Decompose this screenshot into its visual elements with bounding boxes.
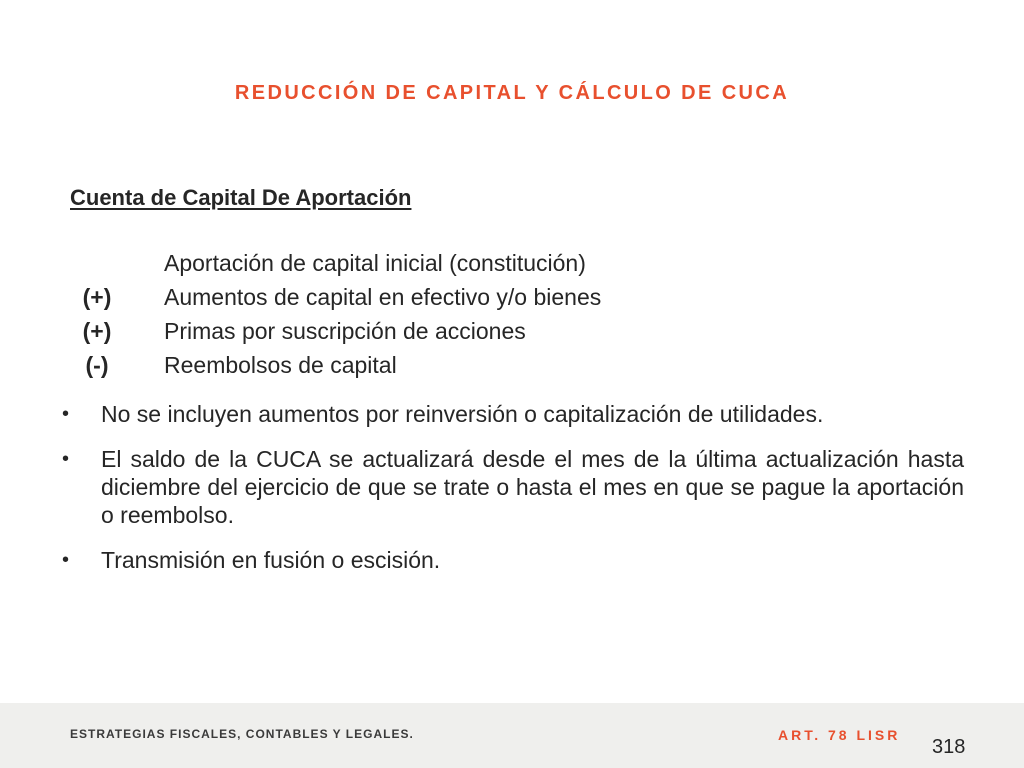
ledger-row [72, 248, 772, 282]
slide-title: REDUCCIÓN DE CAPITAL Y CÁLCULO DE CUCA [234, 82, 790, 104]
ledger-row [72, 350, 772, 384]
bullet-text: El saldo de la CUCA se actualizará desde el mes de la última actualización hasta diciembre del ejercicio de que se trate o hasta el mes en que se pague la aportación o reembolso. [101, 446, 964, 528]
section-heading: Cuenta de Capital De Aportación [70, 185, 412, 210]
page-number: 318 [932, 736, 966, 758]
bullet-text: Transmisión en fusión o escisión. [101, 547, 441, 573]
bullet-item [62, 546, 964, 574]
ledger-text: Aumentos de capital en efectivo y/o bienes [164, 284, 602, 310]
bullet-icon: • [62, 448, 70, 470]
footer-article-reference: ART. 78 LISR [778, 727, 901, 743]
bullet-item [62, 400, 964, 428]
ledger-text: Reembolsos de capital [164, 352, 397, 378]
bullet-text: No se incluyen aumentos por reinversión o capitalización de utilidades. [101, 401, 824, 427]
ledger-sign: (+) [82, 284, 112, 310]
bullet-list [62, 400, 964, 591]
bullet-icon: • [62, 403, 70, 425]
capital-account-list [72, 248, 772, 384]
ledger-row [72, 316, 772, 350]
footer-bar [0, 703, 1024, 768]
ledger-row [72, 282, 772, 316]
ledger-text: Aportación de capital inicial (constitución) [164, 250, 586, 276]
ledger-sign: (+) [82, 318, 112, 344]
footer-company-tagline: ESTRATEGIAS FISCALES, CONTABLES Y LEGALES. [70, 727, 414, 741]
bullet-item [62, 445, 964, 529]
ledger-sign: (-) [85, 352, 109, 378]
bullet-icon: • [62, 549, 70, 571]
ledger-text: Primas por suscripción de acciones [164, 318, 526, 344]
